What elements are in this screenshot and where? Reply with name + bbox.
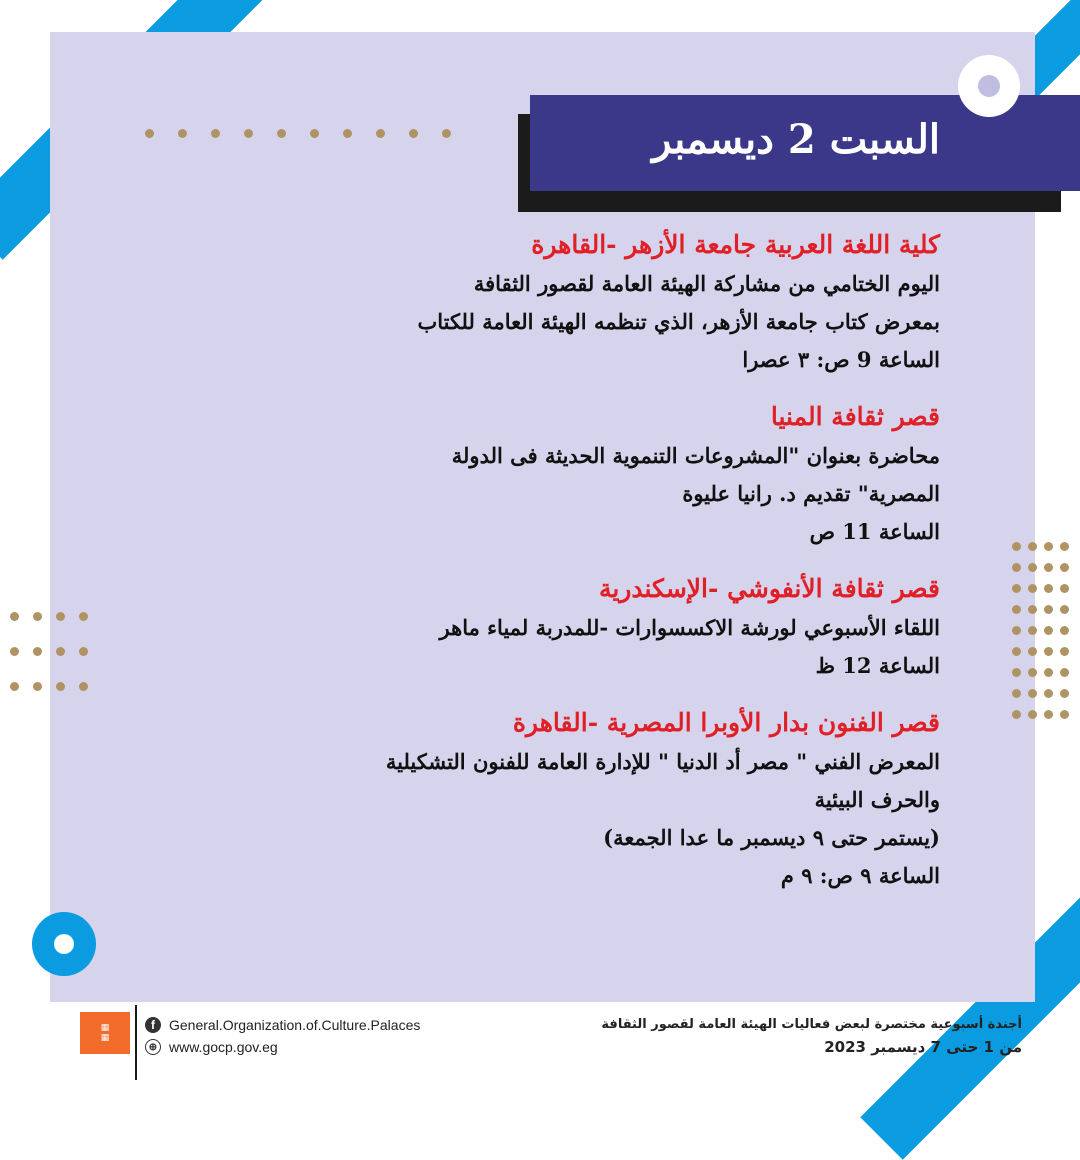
decor-dot	[1012, 626, 1021, 635]
facebook-icon: f	[145, 1017, 161, 1033]
decor-dot	[1012, 542, 1021, 551]
event-detail-line: اليوم الختامي من مشاركة الهيئة العامة لقصور الثقافة	[473, 271, 940, 296]
decor-dot	[442, 129, 451, 138]
event-venue-title: قصر ثقافة الأنفوشي -الإسكندرية	[598, 574, 940, 603]
decor-dot	[211, 129, 220, 138]
decor-dot	[1012, 584, 1021, 593]
dots-decoration-right	[1012, 542, 1069, 719]
decor-dot	[1028, 563, 1037, 572]
facebook-handle: General.Organization.of.Culture.Palaces	[169, 1017, 421, 1033]
decor-dot	[33, 647, 42, 656]
website-url: www.gocp.gov.eg	[169, 1039, 278, 1055]
decor-dot	[376, 129, 385, 138]
decor-dot	[1060, 689, 1069, 698]
dots-decoration-top	[145, 129, 451, 138]
decor-dot	[1012, 647, 1021, 656]
event-detail-line: الساعة ٩ ص: ٩ م	[780, 863, 940, 888]
event-detail-line: محاضرة بعنوان "المشروعات التنموية الحديثة فى الدولة	[451, 443, 940, 468]
decor-dot	[1060, 647, 1069, 656]
decor-dot	[1060, 668, 1069, 677]
logo: ▦ ▦	[80, 1012, 130, 1054]
decor-dot	[1028, 626, 1037, 635]
decor-dot	[1044, 710, 1053, 719]
agenda-line-2: من 1 حتى 7 ديسمبر 2023	[824, 1038, 1022, 1056]
decor-dot	[1044, 668, 1053, 677]
agenda-line-1: أجندة أسبوعية مختصرة لبعض فعاليات الهيئة العامة لقصور الثقافة	[601, 1017, 1022, 1032]
ring-decoration-top	[958, 55, 1020, 117]
decor-dot	[1028, 605, 1037, 614]
decor-dot	[1012, 710, 1021, 719]
event-detail-line: بمعرض كتاب جامعة الأزهر، الذي تنظمه الهيئة العامة للكتاب	[417, 309, 940, 334]
decor-dot	[1012, 668, 1021, 677]
event-detail-line: اللقاء الأسبوعي لورشة الاكسسوارات -للمدربة لمياء ماهر	[439, 615, 940, 640]
decor-dot	[1044, 647, 1053, 656]
event-section	[280, 569, 940, 685]
event-detail-line: المعرض الفني " مصر أد الدنيا " للإدارة العامة للفنون التشكيلية	[385, 749, 940, 774]
decor-dot	[56, 612, 65, 621]
decor-dot	[1028, 584, 1037, 593]
website-contact[interactable]	[145, 1039, 278, 1055]
decor-dot	[1060, 710, 1069, 719]
footer-divider	[135, 1005, 137, 1080]
dots-decoration-left	[10, 612, 88, 691]
event-section	[280, 703, 940, 895]
facebook-contact[interactable]	[145, 1017, 420, 1033]
event-detail-line: المصرية" تقديم د. رانيا عليوة	[682, 481, 940, 506]
ring-decoration-bottom	[32, 912, 96, 976]
decor-dot	[244, 129, 253, 138]
decor-dot	[79, 682, 88, 691]
event-detail-line: الساعة 12 ظ	[815, 653, 940, 678]
decor-dot	[409, 129, 418, 138]
decor-dot	[1060, 605, 1069, 614]
page-title: السبت 2 ديسمبر	[652, 116, 940, 163]
decor-dot	[79, 612, 88, 621]
event-detail-line: الساعة 11 ص	[809, 519, 940, 544]
decor-dot	[1044, 542, 1053, 551]
decor-dot	[1044, 689, 1053, 698]
decor-dot	[10, 612, 19, 621]
decor-dot	[178, 129, 187, 138]
decor-dot	[310, 129, 319, 138]
decor-dot	[56, 682, 65, 691]
decor-dot	[1028, 689, 1037, 698]
event-section	[280, 397, 940, 551]
decor-dot	[1060, 542, 1069, 551]
event-detail-line: (يستمر حتى ٩ ديسمبر ما عدا الجمعة)	[603, 825, 940, 850]
decor-dot	[1028, 710, 1037, 719]
event-detail-line: والحرف البيئية	[814, 787, 940, 812]
decor-dot	[79, 647, 88, 656]
decor-dot	[145, 129, 154, 138]
globe-icon: ⊕	[145, 1039, 161, 1055]
decor-dot	[1012, 563, 1021, 572]
decor-dot	[1012, 605, 1021, 614]
decor-dot	[1028, 647, 1037, 656]
event-venue-title: كلية اللغة العربية جامعة الأزهر -القاهرة	[531, 230, 940, 259]
decor-dot	[1044, 605, 1053, 614]
event-detail-line: الساعة 9 ص: ٣ عصرا	[742, 347, 940, 372]
decor-dot	[277, 129, 286, 138]
agenda-caption	[601, 1014, 1022, 1058]
decor-dot	[1012, 689, 1021, 698]
decor-dot	[1044, 563, 1053, 572]
decor-dot	[1060, 584, 1069, 593]
decor-dot	[1028, 542, 1037, 551]
decor-dot	[1060, 563, 1069, 572]
decor-dot	[33, 682, 42, 691]
decor-dot	[56, 647, 65, 656]
decor-dot	[1044, 626, 1053, 635]
decor-dot	[1060, 626, 1069, 635]
decor-dot	[1044, 584, 1053, 593]
event-venue-title: قصر ثقافة المنيا	[770, 402, 940, 431]
decor-dot	[10, 682, 19, 691]
decor-dot	[33, 612, 42, 621]
decor-dot	[343, 129, 352, 138]
decor-dot	[10, 647, 19, 656]
events-list	[280, 225, 940, 913]
event-venue-title: قصر الفنون بدار الأوبرا المصرية -القاهرة	[512, 708, 940, 737]
decor-dot	[1028, 668, 1037, 677]
event-section	[280, 225, 940, 379]
